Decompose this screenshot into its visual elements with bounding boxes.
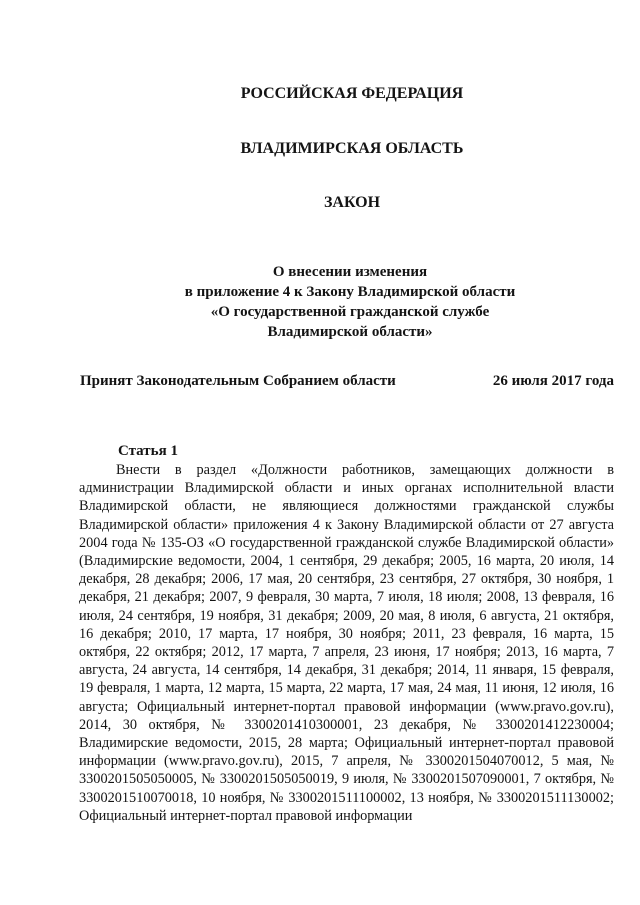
law-title-line: «О государственной гражданской службе (210, 304, 490, 320)
adopted-by: Принят Законодательным Собранием области (80, 373, 396, 389)
law-title-line: в приложение 4 к Закону Владимирской области (184, 284, 516, 300)
header-document-type: ЗАКОН (323, 194, 381, 211)
law-title-line: Владимирской области» (267, 324, 433, 340)
law-title (30, 262, 640, 342)
header-country: РОССИЙСКАЯ ФЕДЕРАЦИЯ (240, 85, 464, 102)
law-title-line: О внесении изменения (272, 264, 428, 280)
header-region: ВЛАДИМИРСКАЯ ОБЛАСТЬ (240, 140, 464, 157)
adopted-date: 26 июля 2017 года (492, 373, 614, 389)
article-body: Внести в раздел «Должности работников, замещающих должности в администрации Владимирской области и иных органах исполнительной власти Владимирской области, не являющиеся должностями гражданской службы Владимирской области» приложения 4 к Закону Владимирской области от 27 августа 2004 года № 135-ОЗ «О государственной гражданской службе Владимирской области» (Владимирские ведомости, 2004, 1 сентября, 29 декабря; 2005, 16 марта, 20 июля, 14 декабря, 28 декабря; 2006, 17 мая, 20 сентября, 23 сентября, 27 октября, 30 ноября, 1 декабря, 21 декабря; 2007, 9 февраля, 30 марта, 7 июля, 18 июля; 2008, 13 февраля, 16 июля, 24 сентября, 19 ноября, 31 декабря; 2009, 20 мая, 8 июля, 6 августа, 21 октября, 16 декабря; 2010, 17 марта, 17 ноября, 30 ноября; 2011, 23 февраля, 16 марта, 15 октября, 22 октября; 2012, 17 марта, 7 апреля, 23 июня, 17 ноября; 2013, 16 марта, 7 августа, 24 августа, 14 сентября, 14 декабря, 31 декабря; 2014, 11 января, 15 февраля, 19 февраля, 1 марта, 12 марта, 15 марта, 22 марта, 17 мая, 24 мая, 11 июня, 12 июля, 16 августа; Официальный интернет-портал правовой информации (www.pravo.gov.ru), 2014, 30 октября, № 3300201410300001, 23 декабря, № 3300201412230004; Владимирские ведомости, 2015, 28 марта; Официальный интернет-портал правовой информации (www.pravo.gov.ru), 2015, 7 апреля, № 3300201504070012, 5 мая, № 3300201505050005, № 3300201505050019, 9 июля, № 3300201507090001, 7 октября, № 3300201510070018, 10 ноября, № 3300201511100002, 13 ноября, № 3300201511130002; Официальный интернет-портал правовой информации (79, 462, 614, 824)
article-heading: Статья 1 (118, 443, 178, 459)
